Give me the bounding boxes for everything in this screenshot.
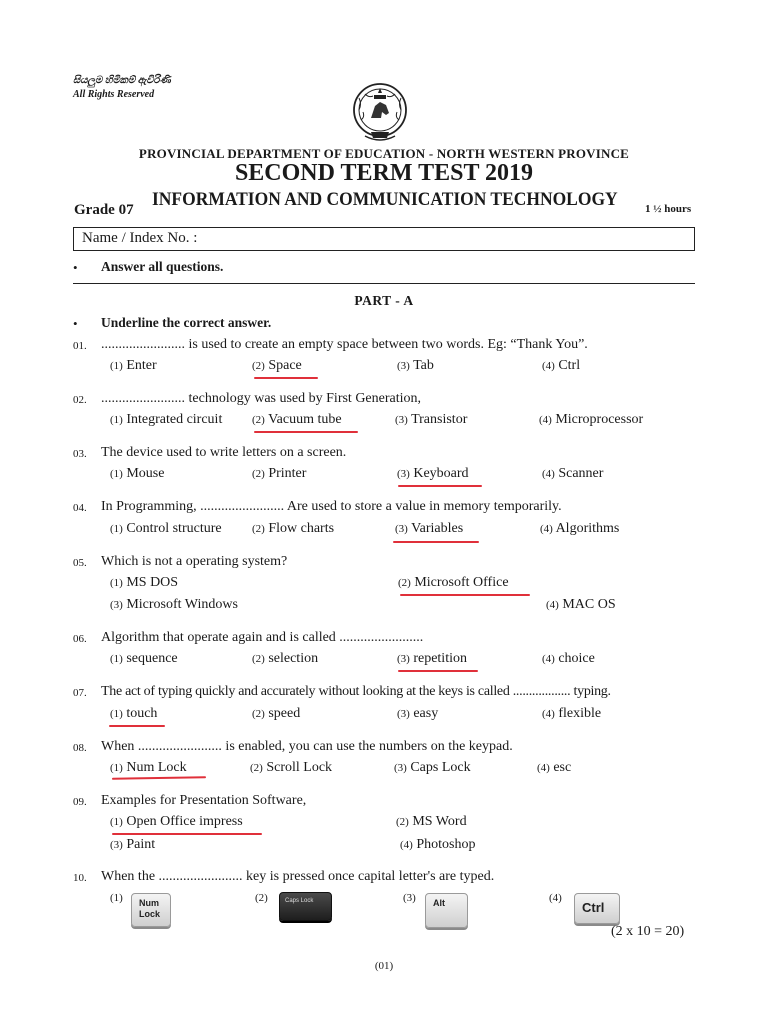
rights-english: All Rights Reserved bbox=[73, 89, 155, 100]
option-4[interactable]: (4) bbox=[549, 892, 562, 904]
question-number: 09. bbox=[73, 796, 87, 808]
option-2[interactable]: (2) Scroll Lock bbox=[250, 760, 333, 775]
question-number: 04. bbox=[73, 502, 87, 514]
option-4[interactable]: (4) choice bbox=[542, 651, 595, 666]
option-4[interactable]: (4) Scanner bbox=[542, 466, 604, 481]
option-1[interactable]: (1) Integrated circuit bbox=[110, 412, 223, 427]
department-heading: PROVINCIAL DEPARTMENT OF EDUCATION - NORTH WESTERN PROVINCE bbox=[138, 146, 630, 161]
test-title: SECOND TERM TEST 2019 bbox=[234, 160, 534, 186]
option-3[interactable]: (3) Transistor bbox=[395, 412, 468, 427]
option-1[interactable]: (1) touch bbox=[110, 706, 158, 721]
question-text: In Programming, ........................ Are used to store a value in memory temporarily. bbox=[101, 499, 562, 514]
option-2[interactable]: (2) speed bbox=[252, 706, 301, 721]
marks-total: (2 x 10 = 20) bbox=[611, 924, 685, 939]
name-index-field[interactable] bbox=[73, 227, 695, 251]
question-text: When ........................ is enabled, you can use the numbers on the keypad. bbox=[101, 739, 513, 754]
option-4[interactable]: (4) Algorithms bbox=[540, 521, 620, 536]
option-2[interactable]: (2) selection bbox=[252, 651, 319, 666]
option-2[interactable]: (2) Space bbox=[252, 358, 302, 373]
option-4[interactable]: (4) flexible bbox=[542, 706, 602, 721]
option-3[interactable]: (3) easy bbox=[397, 706, 439, 721]
option-3[interactable]: (3) Caps Lock bbox=[394, 760, 471, 775]
option-1[interactable]: (1) Mouse bbox=[110, 466, 165, 481]
option-2[interactable]: (2) Vacuum tube bbox=[252, 412, 342, 427]
question-text: The device used to write letters on a screen. bbox=[101, 445, 347, 460]
option-1[interactable]: (1) Num Lock bbox=[110, 760, 187, 775]
option-2[interactable]: (2) Microsoft Office bbox=[398, 575, 509, 590]
caps-lock-key-icon[interactable]: Caps Lock bbox=[279, 892, 332, 921]
question-number: 02. bbox=[73, 394, 87, 406]
option-4[interactable]: (4) Photoshop bbox=[400, 837, 476, 852]
divider bbox=[73, 283, 695, 284]
rights-sinhala: සියලුම හිමිකම් ඇවිරිණි bbox=[73, 75, 171, 86]
question-number: 01. bbox=[73, 340, 87, 352]
answer-underline bbox=[400, 594, 530, 596]
answer-underline bbox=[109, 725, 165, 727]
question-number: 06. bbox=[73, 633, 87, 645]
answer-underline bbox=[112, 776, 206, 780]
option-3[interactable]: (3) repetition bbox=[397, 651, 467, 666]
grade-label: Grade 07 bbox=[74, 202, 134, 218]
part-heading: PART - A bbox=[354, 293, 414, 308]
question-number: 08. bbox=[73, 742, 87, 754]
question-number: 10. bbox=[73, 872, 87, 884]
answer-underline bbox=[112, 833, 262, 835]
ctrl-key-icon[interactable]: Ctrl bbox=[574, 893, 620, 924]
question-text: Algorithm that operate again and is called ........................ bbox=[101, 630, 424, 645]
answer-underline bbox=[398, 670, 478, 672]
option-3[interactable]: (3) Microsoft Windows bbox=[110, 597, 238, 612]
alt-key-icon[interactable]: Alt bbox=[425, 893, 468, 928]
page-number: (01) bbox=[374, 960, 394, 972]
instruction-answer-all: Answer all questions. bbox=[101, 259, 224, 274]
option-2[interactable]: (2) Flow charts bbox=[252, 521, 335, 536]
num-lock-key-icon[interactable]: Num Lock bbox=[131, 893, 171, 927]
duration-label: 1 ½ hours bbox=[645, 203, 692, 215]
instruction-underline: Underline the correct answer. bbox=[101, 315, 272, 330]
question-number: 03. bbox=[73, 448, 87, 460]
question-text: Which is not a operating system? bbox=[101, 554, 288, 569]
question-text: When the ........................ key is pressed once capital letter's are typed. bbox=[101, 869, 495, 884]
sri-lanka-emblem-icon bbox=[351, 80, 409, 146]
bullet-icon: • bbox=[73, 260, 78, 275]
subject-title: INFORMATION AND COMMUNICATION TECHNOLOGY bbox=[152, 189, 618, 210]
name-index-label: Name / Index No. : bbox=[82, 230, 198, 246]
question-text: ........................ technology was used by First Generation, bbox=[101, 391, 422, 406]
option-1[interactable]: (1) Control structure bbox=[110, 521, 222, 536]
option-1[interactable]: (1) Enter bbox=[110, 358, 157, 373]
option-3[interactable]: (3) Tab bbox=[397, 358, 434, 373]
option-1[interactable]: (1) sequence bbox=[110, 651, 178, 666]
option-3[interactable]: (3) bbox=[403, 892, 416, 904]
answer-underline bbox=[254, 431, 358, 433]
option-1[interactable]: (1) MS DOS bbox=[110, 575, 179, 590]
option-3[interactable]: (3) Keyboard bbox=[397, 466, 469, 481]
option-3[interactable]: (3) Variables bbox=[395, 521, 464, 536]
question-text: Examples for Presentation Software, bbox=[101, 793, 307, 808]
answer-underline bbox=[393, 541, 479, 543]
question-number: 05. bbox=[73, 557, 87, 569]
answer-underline bbox=[398, 485, 482, 487]
option-1[interactable]: (1) Open Office impress bbox=[110, 814, 243, 829]
option-2[interactable]: (2) Printer bbox=[252, 466, 307, 481]
option-4[interactable]: (4) Ctrl bbox=[542, 358, 581, 373]
option-1[interactable]: (1) bbox=[110, 892, 123, 904]
option-2[interactable]: (2) bbox=[255, 892, 268, 904]
question-text: ........................ is used to create an empty space between two words. Eg: “Thank You”. bbox=[101, 337, 588, 352]
option-3[interactable]: (3) Paint bbox=[110, 837, 156, 852]
question-number: 07. bbox=[73, 687, 87, 699]
bullet-icon: • bbox=[73, 316, 78, 331]
rights-reserved bbox=[73, 74, 171, 102]
option-4[interactable]: (4) Microprocessor bbox=[539, 412, 644, 427]
question-text: The act of typing quickly and accurately without looking at the keys is called .................. typing. bbox=[101, 684, 611, 699]
option-4[interactable]: (4) MAC OS bbox=[546, 597, 616, 612]
answer-underline bbox=[254, 377, 318, 379]
option-4[interactable]: (4) esc bbox=[537, 760, 572, 775]
option-2[interactable]: (2) MS Word bbox=[396, 814, 467, 829]
